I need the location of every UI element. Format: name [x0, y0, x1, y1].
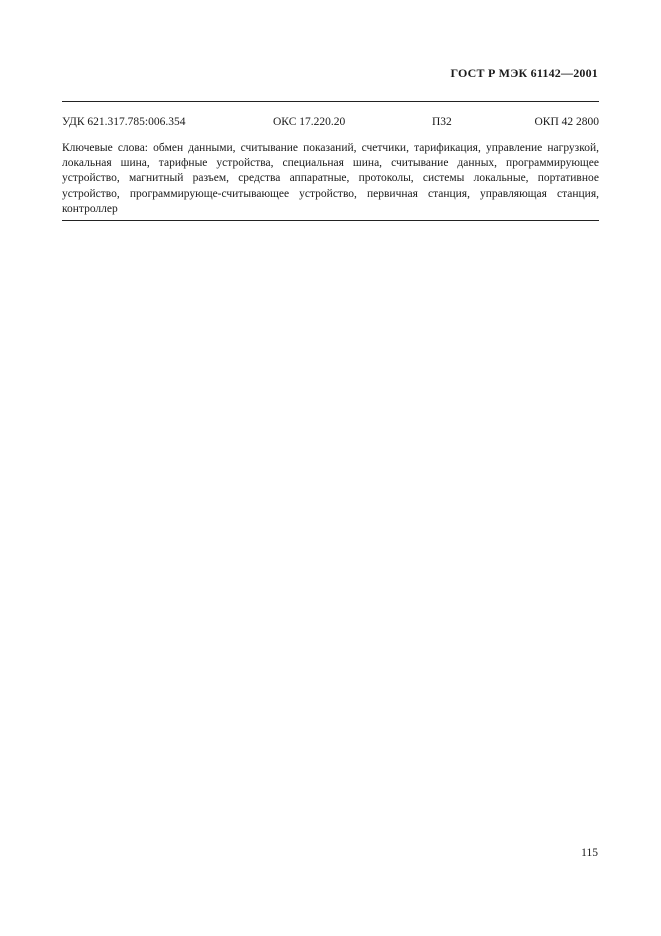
bottom-divider: [62, 220, 599, 221]
oks-code: ОКС 17.220.20: [273, 116, 346, 128]
group-code: П32: [432, 116, 452, 128]
okp-code: ОКП 42 2800: [534, 116, 599, 128]
keywords-paragraph: Ключевые слова: обмен данными, считывание показаний, счетчики, тарификация, управление нагрузкой, локальная шина, тарифные устройства, специальная шина, считывание данных, программирующее устройство, магнитный разъем, средства аппаратные, протоколы, системы локальные, портативное устройство, программирующе-считывающее устройство, первичная станция, управляющая станция, контроллер: [62, 142, 599, 215]
document-header-title: ГОСТ Р МЭК 61142—2001: [450, 66, 598, 80]
udk-code: УДК 621.317.785:006.354: [62, 116, 186, 128]
classification-row: [62, 116, 599, 130]
top-divider: [62, 101, 599, 102]
page-number: 115: [581, 847, 598, 859]
